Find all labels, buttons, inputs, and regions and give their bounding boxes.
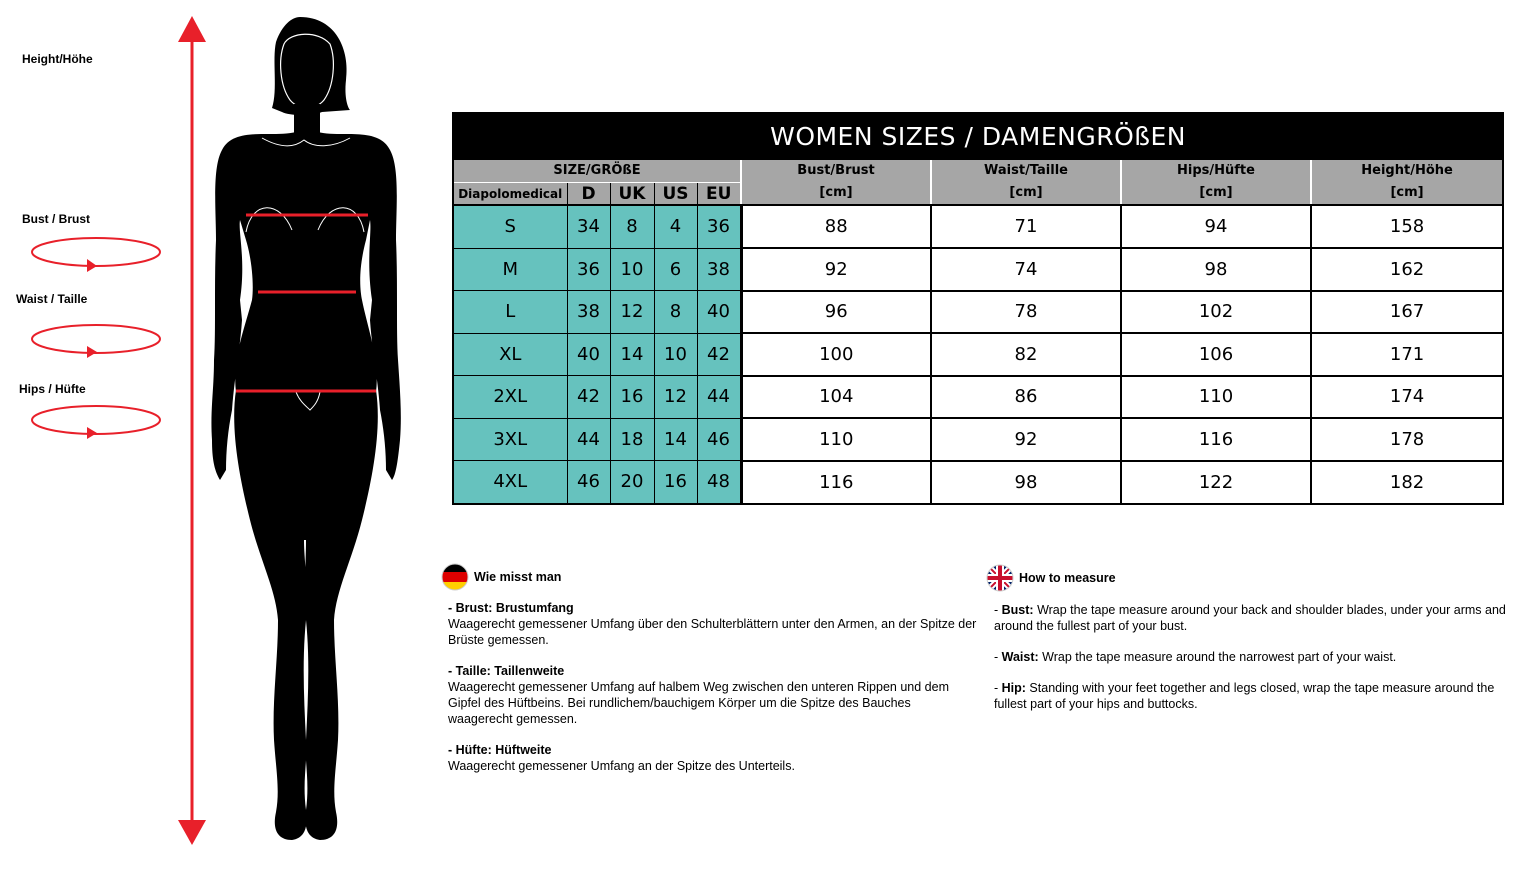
english-heading-text: How to measure bbox=[1019, 571, 1116, 585]
uk-size-cell: 10 bbox=[610, 248, 654, 291]
height-value-cell: 182 bbox=[1311, 461, 1503, 504]
table-title: WOMEN SIZES / DAMENGRÖßEN bbox=[453, 113, 1503, 159]
eu-size-cell: 46 bbox=[697, 418, 741, 461]
d-size-cell: 44 bbox=[567, 418, 610, 461]
size-cell: 4XL bbox=[453, 461, 567, 504]
bust-tape-icon bbox=[32, 238, 160, 272]
eu-size-cell: 36 bbox=[697, 205, 741, 248]
eu-size-cell: 48 bbox=[697, 461, 741, 504]
german-waist-title: - Taille: Taillenweite bbox=[448, 664, 565, 678]
table-row bbox=[453, 291, 1503, 334]
us-size-cell: 12 bbox=[654, 376, 697, 419]
height-column-header bbox=[1311, 159, 1503, 205]
german-instructions bbox=[448, 600, 978, 789]
table-row bbox=[453, 205, 1503, 248]
english-hip-title: Hip: bbox=[1001, 681, 1026, 695]
english-waist-text: Wrap the tape measure around the narrowest part of your waist. bbox=[1038, 650, 1397, 664]
height-value-cell: 162 bbox=[1311, 248, 1503, 291]
waist-value-cell: 78 bbox=[931, 291, 1121, 334]
size-cell: M bbox=[453, 248, 567, 291]
eu-column-header: EU bbox=[697, 183, 741, 206]
brand-column-header: Diapolomedical bbox=[453, 183, 567, 206]
table-row bbox=[453, 333, 1503, 376]
waist-value-cell: 71 bbox=[931, 205, 1121, 248]
waist-value-cell: 92 bbox=[931, 418, 1121, 461]
hips-label: Hips / Hüfte bbox=[19, 382, 86, 396]
waist-value-cell: 86 bbox=[931, 376, 1121, 419]
table-row bbox=[453, 376, 1503, 419]
waist-value-cell: 98 bbox=[931, 461, 1121, 504]
height-column-unit: [cm] bbox=[1390, 185, 1424, 200]
table-row bbox=[453, 418, 1503, 461]
height-value-cell: 158 bbox=[1311, 205, 1503, 248]
height-arrow-icon bbox=[178, 16, 206, 845]
german-hips-title: - Hüfte: Hüftweite bbox=[448, 743, 552, 757]
bust-column-label: Bust/Brust bbox=[797, 163, 875, 178]
uk-size-cell: 18 bbox=[610, 418, 654, 461]
germany-flag-icon bbox=[440, 562, 470, 592]
german-hips-text: Waagerecht gemessener Umfang an der Spitze des Unterteils. bbox=[448, 759, 795, 773]
us-size-cell: 10 bbox=[654, 333, 697, 376]
size-cell: S bbox=[453, 205, 567, 248]
bust-column-unit: [cm] bbox=[819, 185, 853, 200]
english-hip-prefix: - bbox=[994, 681, 1002, 695]
english-bust-text: Wrap the tape measure around your back and shoulder blades, under your arms and around the fullest part of your bust. bbox=[994, 603, 1506, 633]
height-column-label: Height/Höhe bbox=[1361, 163, 1453, 178]
hips-column-label: Hips/Hüfte bbox=[1177, 163, 1255, 178]
hips-value-cell: 122 bbox=[1121, 461, 1311, 504]
bust-value-cell: 110 bbox=[741, 418, 931, 461]
waist-tape-icon bbox=[32, 325, 160, 358]
uk-column-header: UK bbox=[610, 183, 654, 206]
hips-column-header bbox=[1121, 159, 1311, 205]
bust-value-cell: 88 bbox=[741, 205, 931, 248]
size-cell: XL bbox=[453, 333, 567, 376]
height-label: Height/Höhe bbox=[22, 52, 93, 66]
eu-size-cell: 38 bbox=[697, 248, 741, 291]
uk-size-cell: 12 bbox=[610, 291, 654, 334]
waist-column-unit: [cm] bbox=[1009, 185, 1043, 200]
us-column-header: US bbox=[654, 183, 697, 206]
hips-value-cell: 98 bbox=[1121, 248, 1311, 291]
english-bust-title: Bust: bbox=[1001, 603, 1034, 617]
uk-size-cell: 20 bbox=[610, 461, 654, 504]
waist-column-header bbox=[931, 159, 1121, 205]
eu-size-cell: 40 bbox=[697, 291, 741, 334]
english-waist-title: Waist: bbox=[1001, 650, 1039, 664]
bust-value-cell: 96 bbox=[741, 291, 931, 334]
waist-value-cell: 82 bbox=[931, 333, 1121, 376]
woman-silhouette-icon bbox=[211, 17, 400, 840]
hips-value-cell: 102 bbox=[1121, 291, 1311, 334]
uk-flag-icon bbox=[985, 563, 1015, 593]
german-waist-text: Waagerecht gemessener Umfang auf halbem Weg zwischen den unteren Rippen und dem Gipfel des Hüftbeins. Bei rundlichem/bauchigem Körper um die Spitze des Bauches waagerecht gemessen. bbox=[448, 680, 949, 726]
size-cell: 3XL bbox=[453, 418, 567, 461]
hips-column-unit: [cm] bbox=[1199, 185, 1233, 200]
bust-value-cell: 100 bbox=[741, 333, 931, 376]
waist-label: Waist / Taille bbox=[16, 292, 88, 306]
d-size-cell: 34 bbox=[567, 205, 610, 248]
hips-value-cell: 116 bbox=[1121, 418, 1311, 461]
eu-size-cell: 42 bbox=[697, 333, 741, 376]
d-column-header: D bbox=[567, 183, 610, 206]
us-size-cell: 4 bbox=[654, 205, 697, 248]
bust-value-cell: 104 bbox=[741, 376, 931, 419]
size-table bbox=[452, 112, 1504, 505]
bust-value-cell: 92 bbox=[741, 248, 931, 291]
us-size-cell: 8 bbox=[654, 291, 697, 334]
hips-value-cell: 110 bbox=[1121, 376, 1311, 419]
d-size-cell: 46 bbox=[567, 461, 610, 504]
height-value-cell: 167 bbox=[1311, 291, 1503, 334]
us-size-cell: 14 bbox=[654, 418, 697, 461]
table-row bbox=[453, 461, 1503, 504]
d-size-cell: 38 bbox=[567, 291, 610, 334]
height-value-cell: 174 bbox=[1311, 376, 1503, 419]
eu-size-cell: 44 bbox=[697, 376, 741, 419]
german-heading-text: Wie misst man bbox=[474, 570, 562, 584]
waist-column-label: Waist/Taille bbox=[984, 163, 1068, 178]
body-measurement-diagram bbox=[0, 0, 420, 877]
bust-value-cell: 116 bbox=[741, 461, 931, 504]
english-bust-prefix: - bbox=[994, 603, 1002, 617]
size-header: SIZE/GRÖßE bbox=[453, 159, 741, 183]
hips-tape-icon bbox=[32, 406, 160, 439]
uk-size-cell: 8 bbox=[610, 205, 654, 248]
table-row bbox=[453, 248, 1503, 291]
english-heading bbox=[1019, 570, 1116, 586]
size-cell: L bbox=[453, 291, 567, 334]
hips-value-cell: 106 bbox=[1121, 333, 1311, 376]
german-bust-text: Waagerecht gemessener Umfang über den Schulterblättern unter den Armen, an der Spitze der Brüste gemessen. bbox=[448, 617, 977, 647]
waist-value-cell: 74 bbox=[931, 248, 1121, 291]
bust-column-header bbox=[741, 159, 931, 205]
german-heading bbox=[474, 569, 561, 585]
d-size-cell: 40 bbox=[567, 333, 610, 376]
d-size-cell: 42 bbox=[567, 376, 610, 419]
german-bust-title: - Brust: Brustumfang bbox=[448, 601, 574, 615]
hips-value-cell: 94 bbox=[1121, 205, 1311, 248]
english-hip-text: Standing with your feet together and legs closed, wrap the tape measure around the fullest part of your hips and buttocks. bbox=[994, 681, 1495, 711]
english-instructions bbox=[994, 602, 1510, 727]
us-size-cell: 6 bbox=[654, 248, 697, 291]
uk-size-cell: 14 bbox=[610, 333, 654, 376]
uk-size-cell: 16 bbox=[610, 376, 654, 419]
bust-label: Bust / Brust bbox=[22, 212, 91, 226]
english-waist-prefix: - bbox=[994, 650, 1002, 664]
height-value-cell: 171 bbox=[1311, 333, 1503, 376]
d-size-cell: 36 bbox=[567, 248, 610, 291]
us-size-cell: 16 bbox=[654, 461, 697, 504]
height-value-cell: 178 bbox=[1311, 418, 1503, 461]
size-cell: 2XL bbox=[453, 376, 567, 419]
